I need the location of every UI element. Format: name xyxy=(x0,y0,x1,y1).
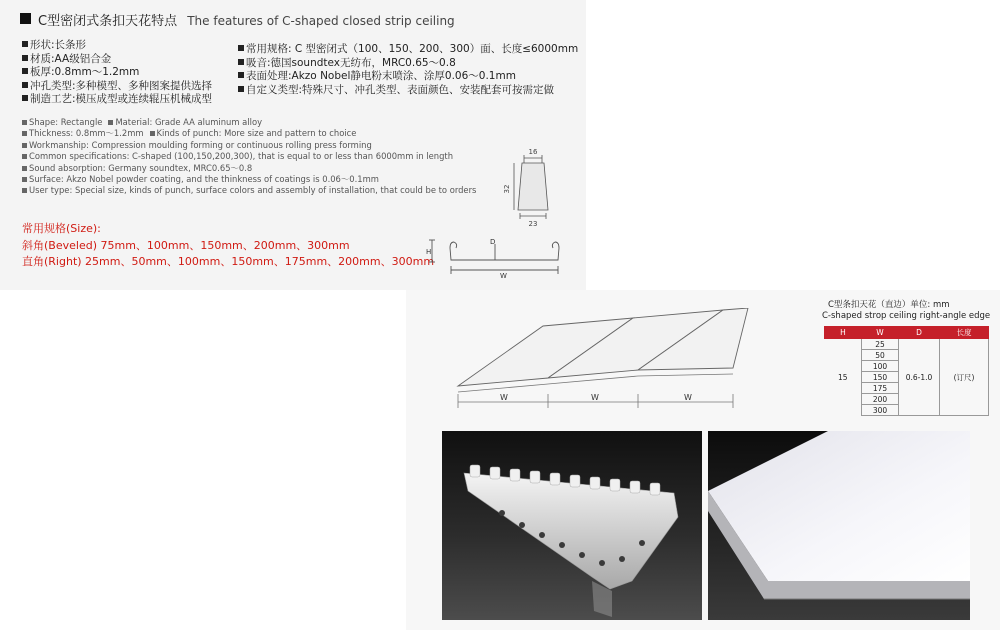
profile-diagram xyxy=(500,148,560,228)
feature-cn-punch: 冲孔类型:多种模型、多种图案提供选择 xyxy=(22,80,212,94)
section-strip xyxy=(450,242,559,260)
profile-side-label: 32 xyxy=(503,184,511,194)
spec-header-w: W xyxy=(862,327,899,339)
spec-w-value: 175 xyxy=(862,383,899,394)
features-en xyxy=(22,117,476,197)
profile-bottom-label: 23 xyxy=(528,220,538,228)
spec-w-value: 150 xyxy=(862,372,899,383)
section-h-label: H xyxy=(426,248,432,256)
features-cn-right xyxy=(238,43,578,97)
spec-w-value: 200 xyxy=(862,394,899,405)
section-w-label: W xyxy=(500,272,507,280)
section-diagram xyxy=(424,230,574,280)
feature-cn-sound: 吸音:德国soundtex无纺布，MRC0.65～0.8 xyxy=(238,57,578,71)
spec-table-title: C型条扣天花（直边）单位: mm xyxy=(828,300,950,310)
ceiling-panel-illustration xyxy=(708,431,970,620)
spec-header-length: 长度 xyxy=(940,327,989,339)
spec-header-d: D xyxy=(899,327,940,339)
section-d-label: D xyxy=(490,238,496,246)
spec-table-header-row xyxy=(825,327,989,339)
feature-en-specs: Common specifications: C-shaped (100,150,200,300), that is equal to or less than 6000mm in length xyxy=(22,151,453,161)
carrier-keel-illustration xyxy=(442,431,702,620)
profile-top-label: 16 xyxy=(528,148,538,156)
feature-cn-custom: 自定义类型:特殊尺寸、冲孔类型、表面颜色、安装配套可按需定做 xyxy=(238,84,578,98)
table-row xyxy=(825,339,989,350)
feature-en-surface: Surface: Akzo Nobel powder coating, and the thinkness of coatings is 0.06～0.1mm xyxy=(22,174,379,184)
carrier-keel-photo xyxy=(442,431,702,620)
sizes-heading: 常用规格(Size): xyxy=(22,222,101,235)
feature-en-user-type: User type: Special size, kinds of punch, surface colors and assembly of installation, that could be to orders xyxy=(22,185,476,195)
feature-cn-shape: 形状:长条形 xyxy=(22,39,212,53)
sizes-right: 直角(Right) 25mm、50mm、100mm、150mm、175mm、200mm、300mm xyxy=(22,255,435,268)
spec-w-value: 25 xyxy=(862,339,899,350)
title-cn: C型密闭式条扣天花特点 xyxy=(38,14,178,29)
feature-cn-material: 材质:AA级铝合金 xyxy=(22,53,212,67)
feature-en-shape: Shape: Rectangle xyxy=(22,117,102,127)
feature-en-material: Material: Grade AA aluminum alloy xyxy=(108,117,262,127)
strips-w-label-1: W xyxy=(500,393,508,402)
sizes-beveled: 斜角(Beveled) 75mm、100mm、150mm、200mm、300mm xyxy=(22,239,350,252)
spec-header-h: H xyxy=(825,327,862,339)
strips-w-label-2: W xyxy=(591,393,599,402)
ceiling-panel-photo xyxy=(708,431,970,620)
spec-w-value: 50 xyxy=(862,350,899,361)
feature-cn-specs: 常用规格: C 型密闭式（100、150、200、300）面、长度≤6000mm xyxy=(238,43,578,57)
spec-w-value: 100 xyxy=(862,361,899,372)
spec-w-value: 300 xyxy=(862,405,899,416)
spec-length-value: (订尺) xyxy=(940,339,989,416)
page-title xyxy=(38,10,455,29)
profile-shape xyxy=(518,163,548,210)
feature-cn-process: 制造工艺:模压成型或连续辊压机械成型 xyxy=(22,93,212,107)
features-cn-left xyxy=(22,39,212,107)
feature-cn-surface: 表面处理:Akzo Nobel静电粉末喷涂、涂厚0.06～0.1mm xyxy=(238,70,578,84)
feature-en-workmanship: Workmanship: Compression moulding forming or continuous rolling press forming xyxy=(22,140,372,150)
spec-table-subtitle: C-shaped strop ceiling right-angle edge xyxy=(822,311,991,321)
title-bullet xyxy=(20,13,31,24)
spec-table xyxy=(824,326,989,416)
spec-h-value: 15 xyxy=(837,372,848,382)
strips-diagram xyxy=(448,308,778,416)
spec-d-value: 0.6-1.0 xyxy=(899,339,940,416)
feature-cn-thickness: 板厚:0.8mm～1.2mm xyxy=(22,66,212,80)
title-en: The features of C-shaped closed strip ceiling xyxy=(187,14,455,28)
feature-en-punch: Kinds of punch: More size and pattern to choice xyxy=(150,128,357,138)
strips-w-label-3: W xyxy=(684,393,692,402)
feature-en-sound: Sound absorption: Germany soundtex, MRC0.65～0.8 xyxy=(22,163,252,173)
feature-en-thickness: Thickness: 0.8mm～1.2mm xyxy=(22,128,144,138)
